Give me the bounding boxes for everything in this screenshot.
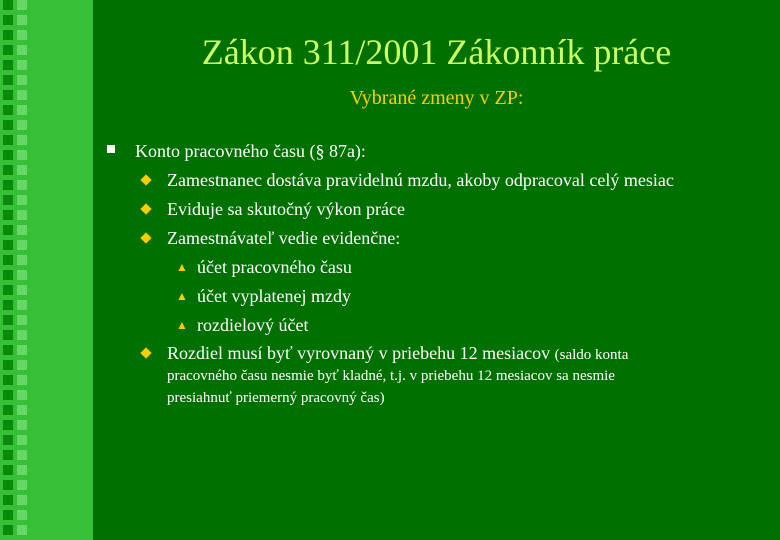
- square-bullet-icon: [107, 145, 115, 153]
- diamond-bullet-icon: [140, 347, 151, 358]
- main-item: Konto pracovného času (§ 87a):: [135, 141, 366, 161]
- sub-item-1: Zamestnanec dostáva pravidelnú mzdu, akoby odpracoval celý mesiac: [167, 170, 674, 190]
- triangle-bullet-icon: ▲: [176, 289, 188, 303]
- subsub-item-1: účet pracovného času: [197, 257, 352, 277]
- sub-item-4-main: Rozdiel musí byť vyrovnaný v priebehu 12 mesiacov: [167, 343, 555, 363]
- triangle-bullet-icon: ▲: [176, 318, 188, 332]
- slide-subtitle: Vybrané zmeny v ZP:: [349, 87, 524, 109]
- sub-item-2: Eviduje sa skutočný výkon práce: [167, 199, 405, 219]
- diamond-bullet-icon: [140, 232, 151, 243]
- diamond-bullet-icon: [140, 203, 151, 214]
- subsub-item-3: rozdielový účet: [197, 315, 309, 335]
- diamond-bullet-icon: [140, 174, 151, 185]
- slide-title: Zákon 311/2001 Zákonník práce: [201, 32, 672, 72]
- sub-item-4-note: (saldo konta: [554, 347, 629, 363]
- triangle-bullet-icon: ▲: [176, 260, 188, 274]
- sub-item-4-note-line3: presiahnuť priemerný pracovný čas): [167, 390, 385, 406]
- sub-item-3: Zamestnávateľ vedie evidenčne:: [167, 228, 401, 248]
- sub-item-4: [167, 342, 628, 366]
- subsub-item-2: účet vyplatenej mzdy: [197, 286, 351, 306]
- sub-item-4-note-line2: pracovného času nesmie byť kladné, t.j. v priebehu 12 mesiacov sa nesmie: [167, 368, 615, 384]
